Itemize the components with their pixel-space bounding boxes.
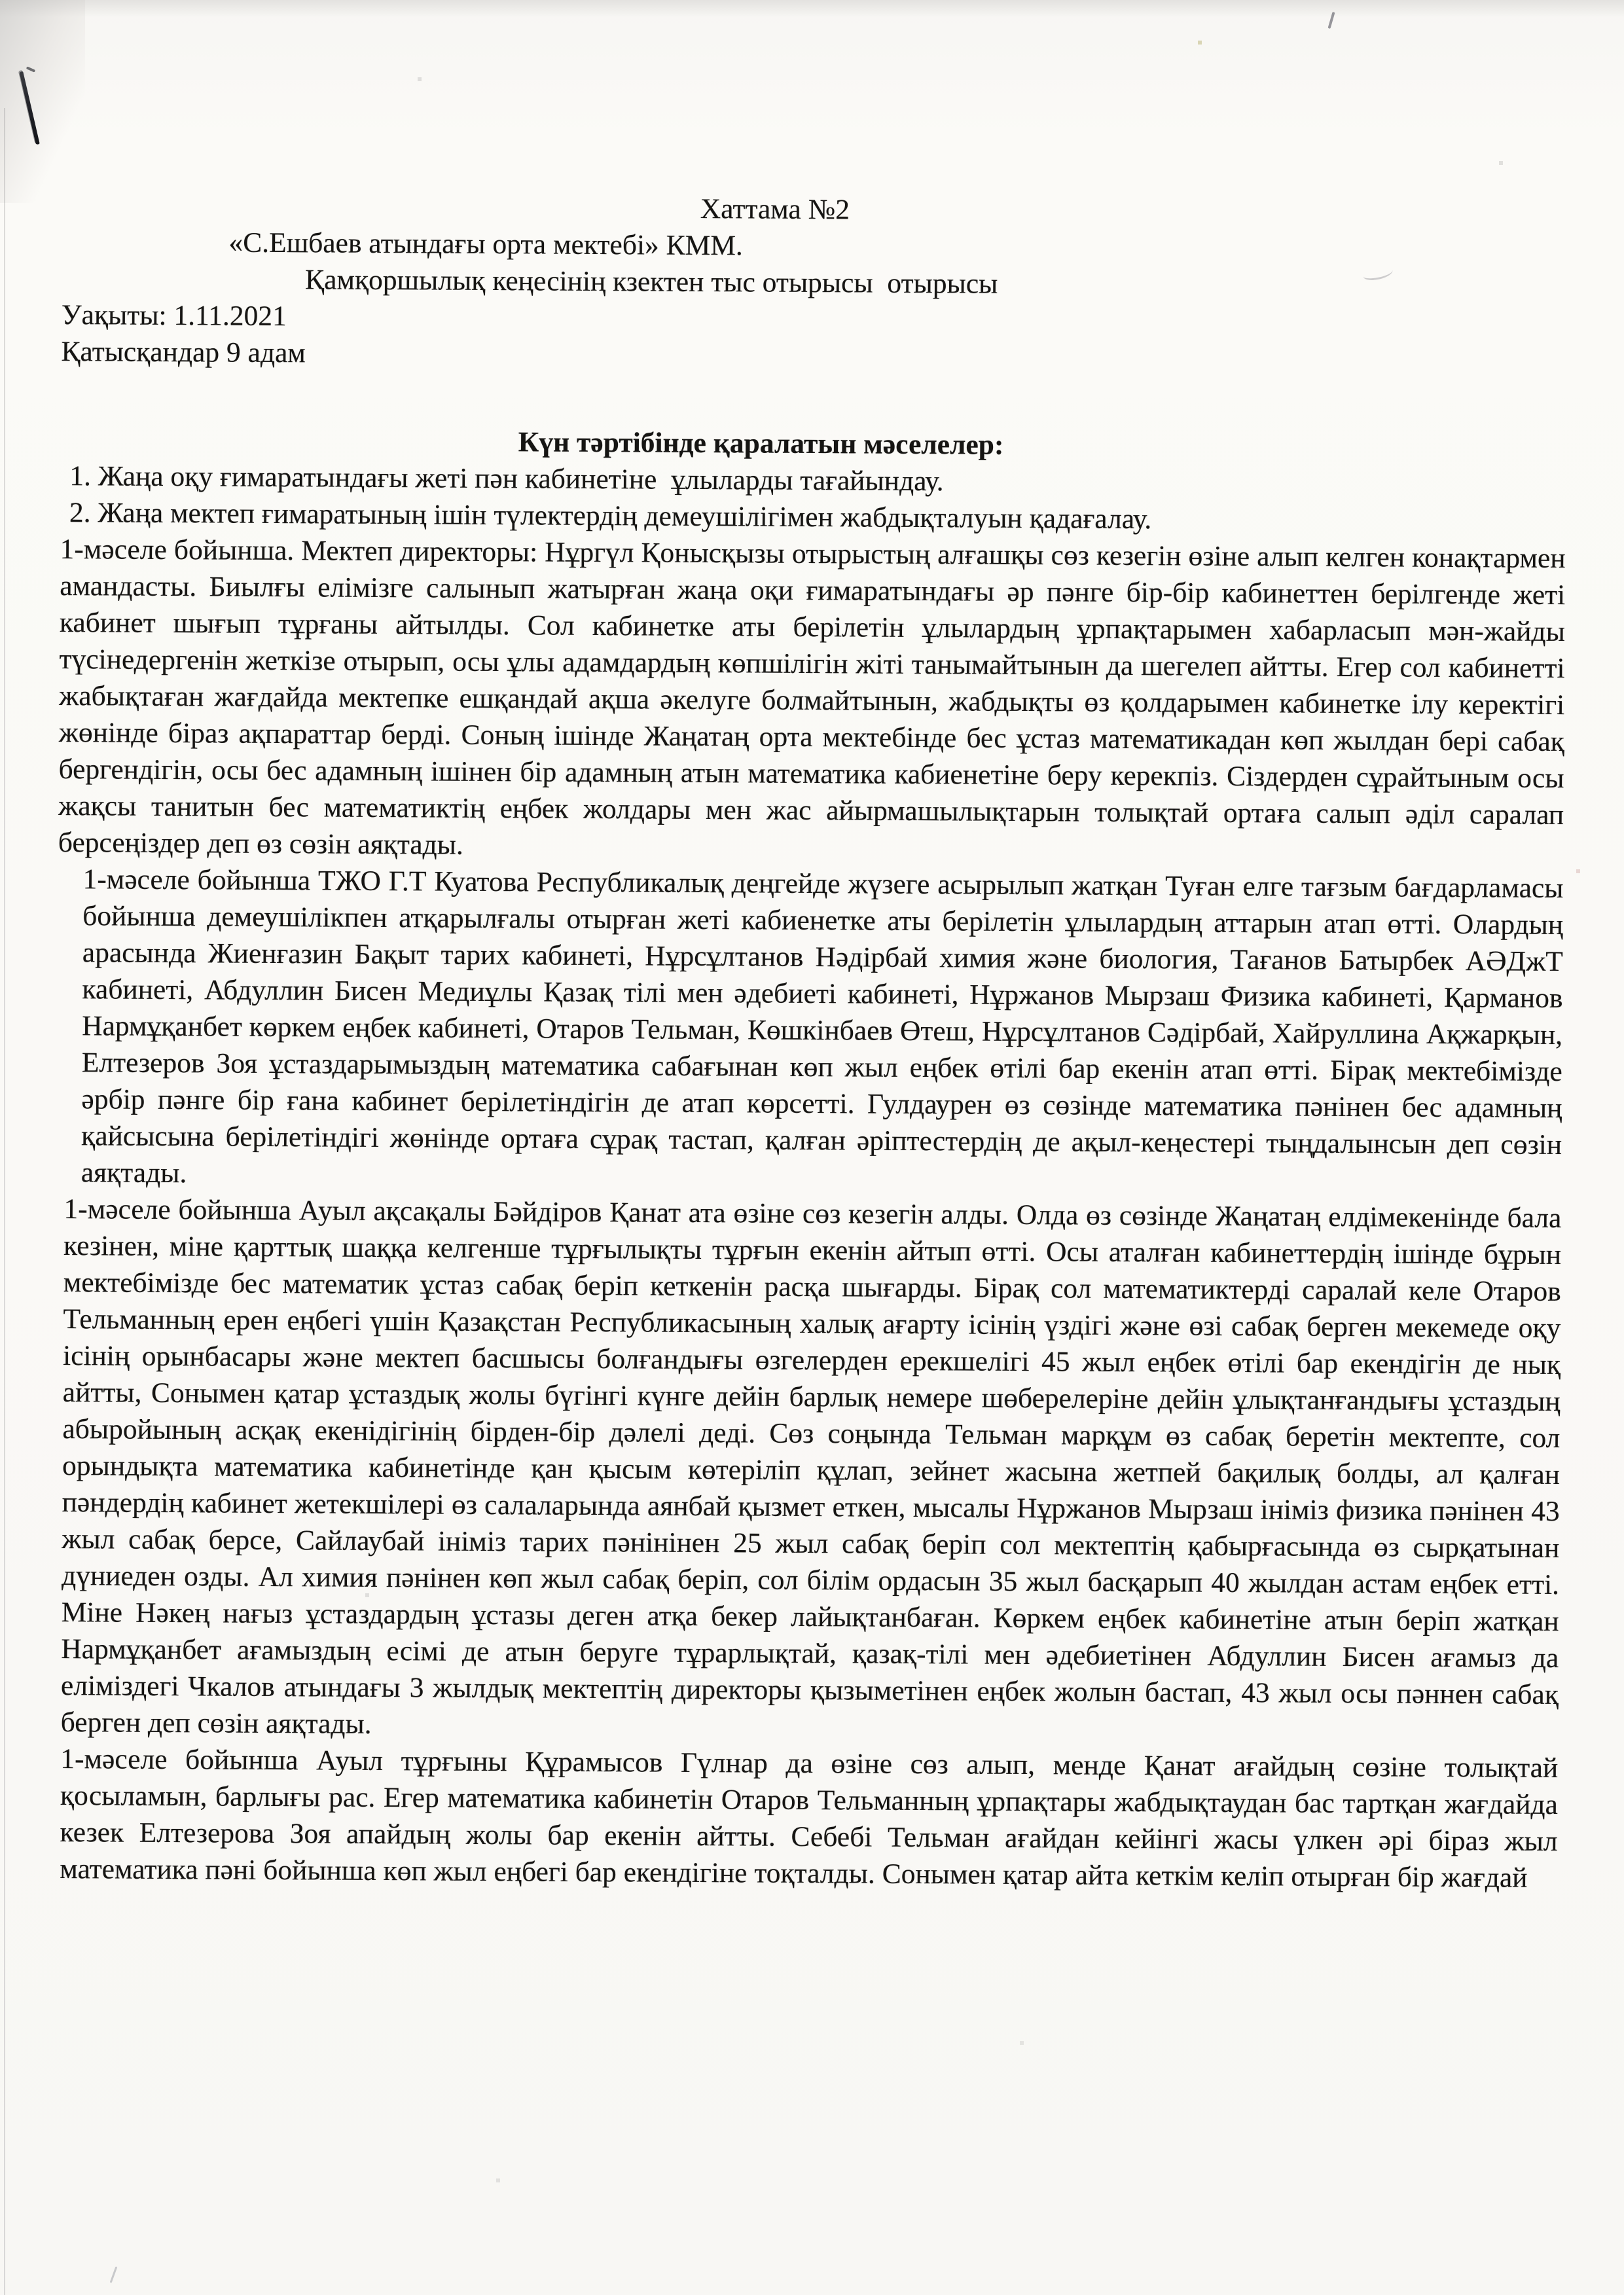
body-paragraph-kuatova-speech: 1-мәселе бойынша ТЖО Г.Т Куатова Республикалық деңгейде жүзеге асырылып жатқан Туған елге тағзым бағдарламасы бойынша демеушілікпен атқарылғалы отырған жеті кабиенетке аты берілетін ұлылардың аттарын атап өтті. Олардың арасында Жиенғазин Бақыт тарих кабинеті, Нұрсұлтанов Нәдірбай химия және биология, Тағанов Батырбек АӘДжТ кабинеті, Абдуллин Бисен Медиұлы Қазақ тілі мен әдебиеті кабинеті, Нұржанов Мырзаш Физика кабинеті, Қарманов Нармұқанбет көркем еңбек кабинеті, Отаров Тельман, Көшкінбаев Өтеш, Нұрсұлтанов Сәдірбай, Хайруллина Ақжарқын, Елтезеров Зоя ұстаздарымыздың математика сабағынан көп жыл еңбек өтілі бар екенін атап өтті. Бірақ мектебімізде әрбір пәнге бір ғана кабинет берілетіндігін де атап көрсетті. Гулдаурен өз сөзінде математика пәнінен бес адамның қайсысына берілетіндігі жөнінде ортаға сұрақ тастап, қалған әріптестердің де ақыл-кеңестері тыңдалынсын деп сөзін аяқтады. bbox=[81, 863, 1564, 1189]
document-body bbox=[52, 187, 1568, 1896]
agenda-item-1: 1. Жаңа оқу ғимаратындағы жеті пән кабинетіне ұлыларды тағайындау. bbox=[69, 460, 944, 497]
scanner-top-shadow bbox=[0, 0, 1624, 17]
meeting-type-line: Қамқоршылық кеңесінің кзектен тыс отырысы отырысы bbox=[304, 264, 998, 300]
scanner-corner-shadow bbox=[0, 0, 85, 203]
page-edge-line bbox=[4, 108, 5, 2295]
body-paragraph-resident-speech: 1-мәселе бойынша Ауыл тұрғыны Құрамысов Гүлнар да өзіне сөз алып, менде Қанат ағайдың сөзіне толықтай қосыламын, барлығы рас. Егер математика кабинетін Отаров Тельманның ұрпақтары жабдықтаудан бас тартқан жағдайда кезек Елтезерова Зоя апайдың жолы бар екенін айтты. Себебі Тельман ағайдан кейінгі жасы үлкен әрі біраз жыл математика пәні бойынша көп жыл еңбегі бар екендігіне тоқталды. Сонымен қатар айта кеткім келіп отырған бір жағдай bbox=[60, 1743, 1559, 1894]
body-paragraph-elder-speech: 1-мәселе бойынша Ауыл ақсақалы Бәйдіров Қанат ата өзіне сөз кезегін алды. Олда өз сөзінде Жаңатаң елдімекенінде бала кезінен, міне қарттық шаққа келгенше тұрғылықты тұрғын екенін айтып өтті. Осы аталған кабинеттердің ішінде бұрын мектебімізде бес математик ұстаз сабақ беріп кеткенін расқа шығарды. Бірақ сол математиктерді саралай келе Отаров Тельманның ерен еңбегі үшін Қазақстан Республикасының халық ағарту ісінің үздігі және өзі сабақ берген мекемеде оқу ісінің орынбасары және мектеп басшысы болғандығы өзгелерден ерекшелігі 45 жыл еңбек өтілі бар екендігін де нық айтты, Сонымен қатар ұстаздық жолы бүгінгі күнге дейін барлық немере шөберелеріне дейін ұлықтанғандығы ұстаздың абыройының асқақ екенідігінің бірден-бір дәлелі деді. Сөз соңында Тельман марқұм өз сабақ беретін мектепте, сол орындықта математика кабинетінде қан қысым көтеріліп құлап, зейнет жасына жетпей бақилық болды, ал қалған пәндердің кабинет жетекшілері өз салаларында аянбай қызмет еткен, мысалы Нұржанов Мырзаш ініміз физика пәнінен 43 жыл сабақ берсе, Сайлаубай ініміз тарих пәнінінен 25 жыл сабақ беріп сол мектептің қабырғасында өз сырқатынан дүниеден озды. Ал химия пәнінен көп жыл сабақ беріп, сол білім ордасын 35 жыл басқарып 40 жылдан астам еңбек етті. Міне Нәкең нағыз ұстаздардың ұстазы деген атқа бекер лайықтанбаған. Көркем еңбек кабинетіне атын беріп жатқан Нармұқанбет ағамыздың есімі де атын беруге тұрарлықтай, қазақ-тілі мен әдебиетінен Абдуллин Бисен ағамыз да еліміздегі Чкалов атындағы 3 жылдық мектептің директоры қызыметінен еңбек жолын бастап, 43 жыл осы пәннен сабақ берген деп сөзін аяқтады. bbox=[60, 1193, 1562, 1740]
protocol-title: Хаттама №2 bbox=[700, 192, 850, 226]
agenda-heading: Күн тәртібінде қаралатын мәселелер: bbox=[518, 426, 1004, 461]
body-paragraph-director-speech: 1-мәселе бойынша. Мектеп директоры: Нұргүл Қонысқызы отырыстың алғашқы сөз кезегін өзіне алып келген конақтармен амандасты. Биылғы елімізге салынып жатырған жаңа оқи ғимаратындағы әр пәнге бір-бір кабинеттен берілгенде жеті кабинет шығып тұрғаны айтылды. Сол кабинетке аты берілетін ұлылардың ұрпақтарымен хабарласып мән-жайды түсінедергенін жеткізе отырып, осы ұлы адамдардың көпшілігін жіті танымайтынын да шегелеп айтты. Егер сол кабинетті жабықтаған жағдайда мектепке ешқандай ақша әкелуге болмайтынын, жабдықты өз қолдарымен кабинетке ілу керектігі жөнінде біраз ақпараттар берді. Соның ішінде Жаңатаң орта мектебінде бес ұстаз математикадан көп жылдан бері сабақ бергендігін, осы бес адамның ішінен бір адамның атын математика кабиенетіне беру керекпіз. Сіздерден сұрайтыным осы жақсы танитын бес математиктің еңбек жолдары мен жас айырмашылықтарын толықтай ортаға салып әділ саралап берсеңіздер деп өз сөзін аяқтады. bbox=[58, 533, 1566, 861]
faint-bottom-tick bbox=[110, 2266, 118, 2283]
date-line: Уақыты: 1.11.2021 bbox=[61, 298, 287, 333]
scan-speckles bbox=[0, 0, 1, 1]
agenda-item-2: 2. Жаңа мектеп ғимаратының ішін түлектердің демеушілігімен жабдықталуын қадағалау. bbox=[69, 497, 1152, 535]
organization-name-line: «С.Ешбаев атындағы орта мектебі» КММ. bbox=[228, 226, 744, 262]
attendees-line: Қатысқандар 9 адам bbox=[61, 335, 306, 369]
